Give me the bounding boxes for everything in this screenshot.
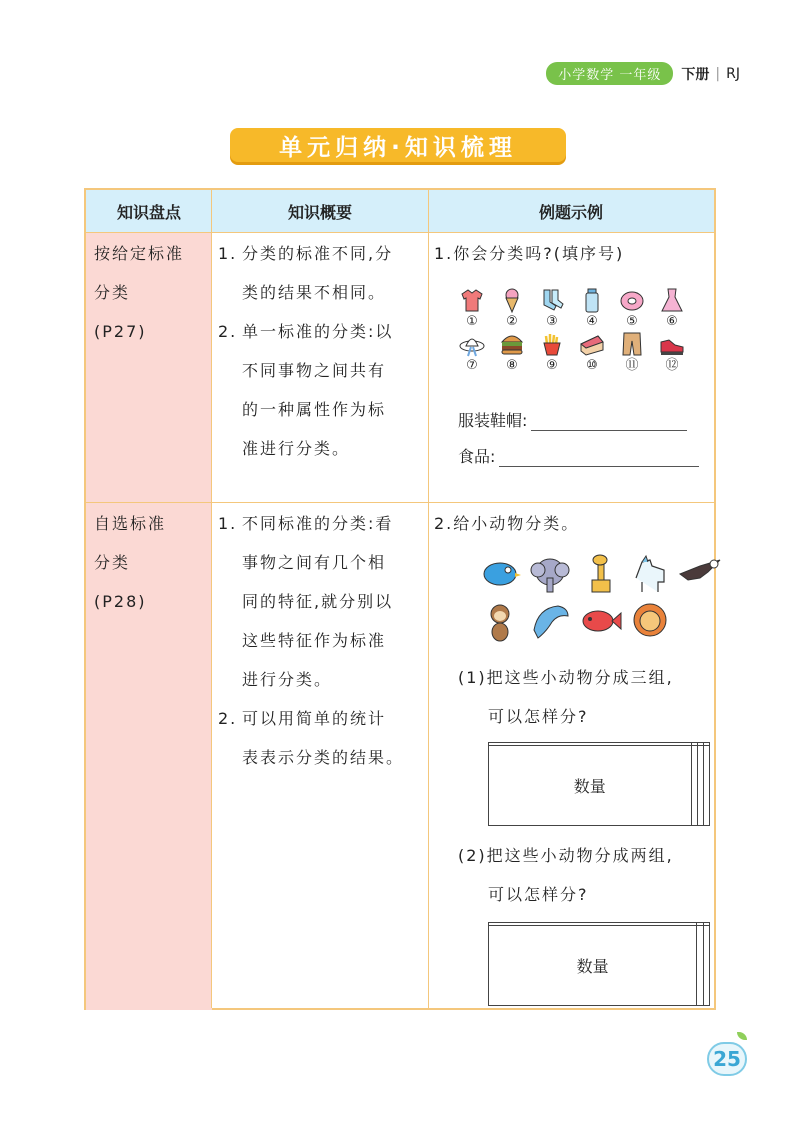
- summary-item: 2. 单一标准的分类:以 不同事物之间共有 的一种属性作为标 准进行分类。: [218, 322, 394, 458]
- hat-icon: [458, 330, 486, 358]
- section-banner: 单元归纳·知识梳理: [230, 128, 566, 162]
- row1-summary: [218, 234, 424, 468]
- pants-icon: [618, 330, 646, 358]
- elephant-icon: [528, 552, 572, 594]
- eagle-icon: [678, 552, 722, 594]
- row2-topic: 自选标准 分类 (P28): [94, 514, 167, 611]
- question-1: (1)把这些小动物分成三组, 可以怎样分?: [458, 668, 674, 726]
- item: ③: [532, 286, 572, 330]
- ice-cream-icon: [498, 286, 526, 314]
- column-divider: [428, 190, 429, 1008]
- item: ⑧: [492, 330, 532, 374]
- shirt-icon: [458, 286, 486, 314]
- donut-icon: [618, 286, 646, 314]
- clothing-answer-line[interactable]: [531, 410, 687, 431]
- lion-icon: [628, 600, 672, 642]
- horse-icon: [628, 552, 672, 594]
- knowledge-table: [84, 188, 716, 1010]
- row2-summary: [218, 504, 424, 777]
- items-grid: [452, 286, 692, 374]
- column-divider: [211, 190, 212, 1008]
- header-summary: 知识概要: [287, 202, 352, 222]
- cake-icon: [578, 330, 606, 358]
- shoe-icon: [658, 330, 686, 358]
- item: ①: [452, 286, 492, 330]
- question-2: (2)把这些小动物分成两组, 可以怎样分?: [458, 846, 674, 904]
- volume-label: 下册: [681, 66, 710, 83]
- row1-example-title: 1.你会分类吗?(填序号): [434, 244, 625, 263]
- clothing-fill: 服装鞋帽:: [458, 408, 687, 431]
- item: ⑩: [572, 330, 612, 374]
- socks-icon: [538, 286, 566, 314]
- row-divider: [86, 232, 714, 233]
- page-number: 25: [707, 1042, 747, 1076]
- food-answer-line[interactable]: [499, 446, 699, 467]
- food-fill: 食品:: [458, 444, 699, 467]
- item: ⑫: [652, 330, 692, 374]
- count-table-two-groups: [488, 922, 710, 1006]
- milk-icon: [578, 286, 606, 314]
- item: ⑨: [532, 330, 572, 374]
- count-table-three-groups: [488, 742, 710, 826]
- item: ⑤: [612, 286, 652, 330]
- item: ②: [492, 286, 532, 330]
- count-label: 数量: [489, 746, 692, 826]
- bird-icon: [478, 552, 522, 594]
- summary-item: 1. 不同标准的分类:看 事物之间有几个相 同的特征,就分别以 这些特征作为标准 进行分类。: [218, 514, 394, 689]
- row2-example-title: 2.给小动物分类。: [434, 514, 580, 533]
- item: ④: [572, 286, 612, 330]
- page-header: [546, 62, 740, 85]
- item: ⑦: [452, 330, 492, 374]
- count-label: 数量: [489, 926, 697, 1006]
- header-separator: |: [715, 65, 721, 82]
- monkey-icon: [478, 600, 522, 642]
- row-divider: [86, 502, 714, 503]
- item: ⑥: [652, 286, 692, 330]
- leaf-decoration: [737, 1032, 747, 1040]
- summary-item: 1. 分类的标准不同,分 类的结果不相同。: [218, 244, 394, 302]
- dress-icon: [658, 286, 686, 314]
- row1-topic: 按给定标准 分类 (P27): [94, 244, 185, 341]
- burger-icon: [498, 330, 526, 358]
- giraffe-icon: [578, 552, 622, 594]
- subject-badge: 小学数学 一年级: [546, 62, 673, 85]
- fish-icon: [578, 600, 622, 642]
- summary-item: 2. 可以用简单的统计 表表示分类的结果。: [218, 709, 405, 767]
- dolphin-icon: [528, 600, 572, 642]
- header-example: 例题示例: [538, 202, 603, 222]
- fries-icon: [538, 330, 566, 358]
- animals-grid: [478, 552, 728, 642]
- item: ⑪: [612, 330, 652, 374]
- edition-label: RJ: [726, 65, 740, 82]
- header-topic: 知识盘点: [116, 202, 181, 222]
